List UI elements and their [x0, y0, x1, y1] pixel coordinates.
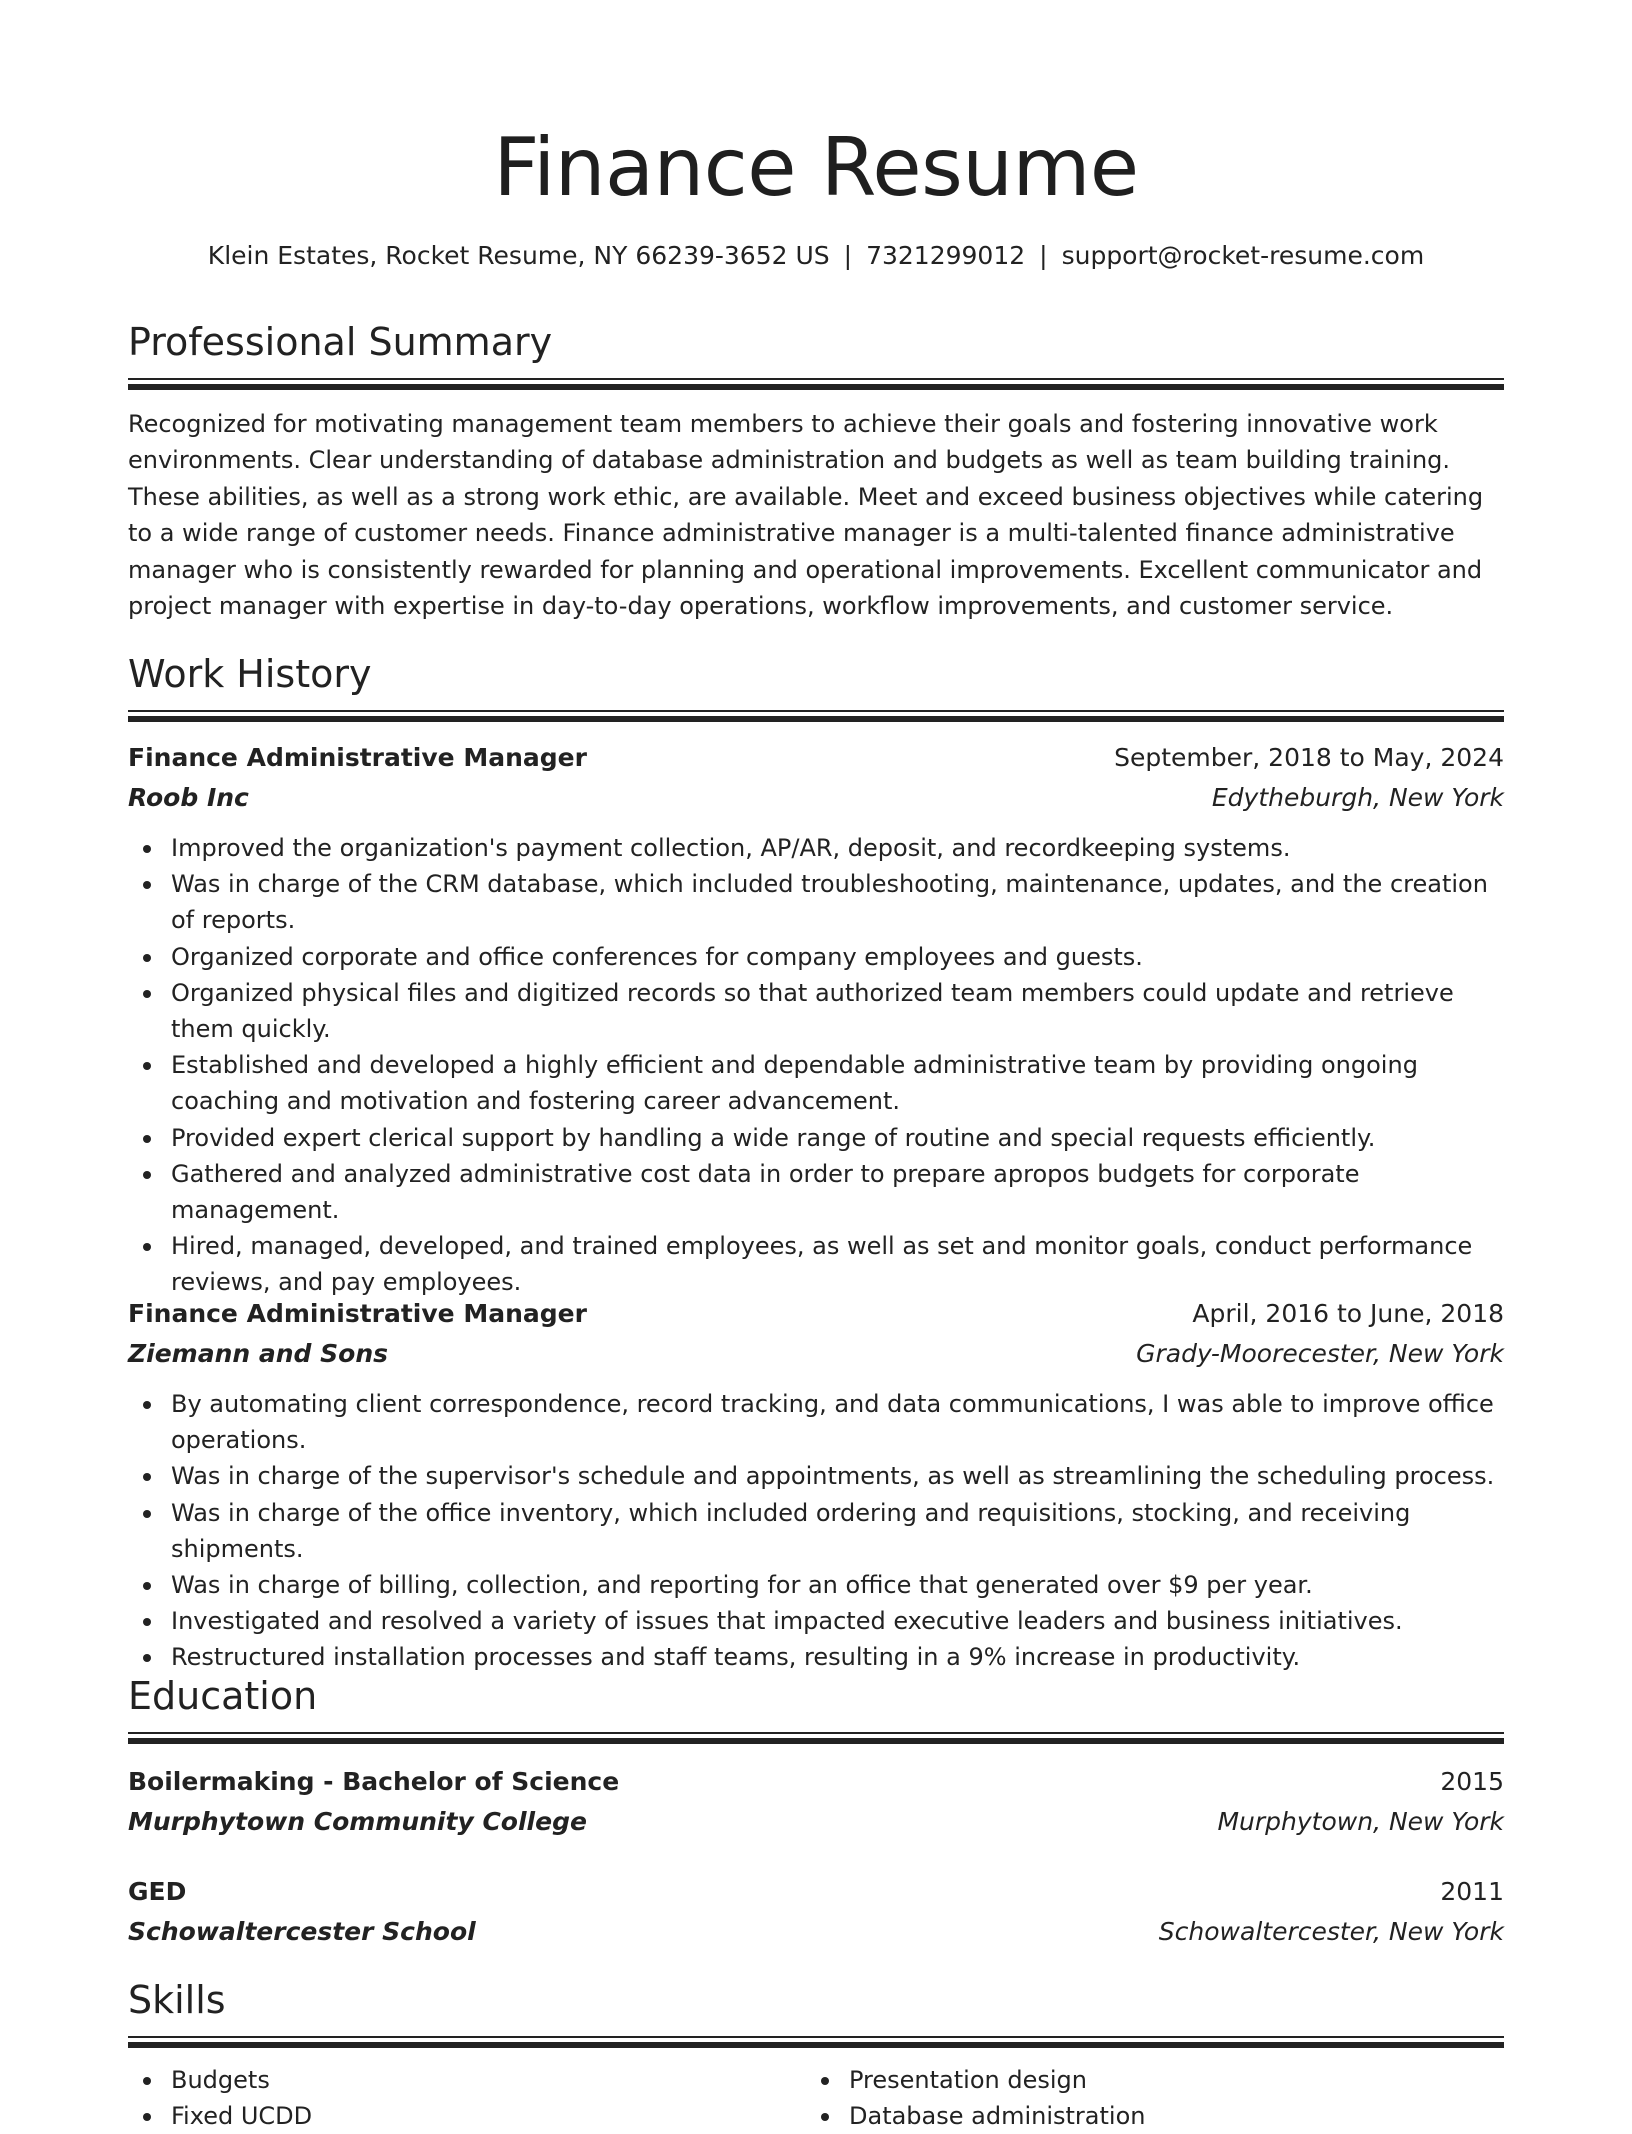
list-item: Presentation design — [806, 2062, 1456, 2098]
summary-text: Recognized for motivating management team members to achieve their goals and fostering innovative work environments. Clear understanding of database administration and budgets as well as team building training. These abilities, as well as a strong work ethic, are available. Meet and exceed business objectives while catering to a wide range of customer needs. Finance administrative manager is a multi-talented finance administrative manager who is consistently rewarded for planning and operational improvements. Excellent communicator and project manager with expertise in day-to-day operations, workflow improvements, and customer service. — [128, 410, 1484, 621]
list-item: Provided expert clerical support by handling a wide range of routine and special requests efficiently. — [128, 1120, 1504, 1156]
job-location: Grady-Moorecester, New York — [1136, 1339, 1504, 1368]
list-item: Was in charge of the office inventory, which included ordering and requisitions, stocking, and receiving shipments. — [128, 1495, 1504, 1567]
education-school: Murphytown Community College — [128, 1807, 587, 1836]
education-entry — [128, 1872, 1504, 1952]
list-item: Was in charge of the CRM database, which included troubleshooting, maintenance, updates, and the creation of reports. — [128, 866, 1504, 938]
job-title: Finance Administrative Manager — [128, 743, 587, 772]
contact-separator: | — [1039, 241, 1048, 270]
education-location: Schowaltercester, New York — [1158, 1917, 1504, 1946]
contact-address: Klein Estates, Rocket Resume, NY 66239-3652 US — [207, 241, 830, 270]
list-item: Was in charge of the supervisor's schedule and appointments, as well as streamlining the scheduling process. — [128, 1458, 1504, 1494]
section-heading-summary: Professional Summary — [128, 320, 553, 364]
section-divider — [128, 378, 1504, 390]
contact-phone: 7321299012 — [866, 241, 1026, 270]
skills-column-left — [128, 2062, 778, 2134]
education-degree: Boilermaking - Bachelor of Science — [128, 1767, 620, 1796]
list-item: Budgets — [128, 2062, 778, 2098]
job-entry — [128, 1294, 1504, 1676]
education-location: Murphytown, New York — [1217, 1807, 1504, 1836]
skills-column-right — [806, 2062, 1456, 2134]
education-entry — [128, 1762, 1504, 1842]
list-item: Investigated and resolved a variety of issues that impacted executive leaders and business initiatives. — [128, 1603, 1504, 1639]
education-school: Schowaltercester School — [128, 1917, 476, 1946]
section-heading-work-history: Work History — [128, 652, 372, 696]
job-entry — [128, 738, 1504, 1301]
job-bullet-list — [128, 1386, 1504, 1676]
job-title: Finance Administrative Manager — [128, 1299, 587, 1328]
list-item: Restructured installation processes and staff teams, resulting in a 9% increase in productivity. — [128, 1639, 1504, 1675]
contact-separator: | — [843, 241, 853, 270]
section-divider — [128, 1732, 1504, 1744]
list-item: Hired, managed, developed, and trained employees, as well as set and monitor goals, conduct performance reviews, and pay employees. — [128, 1228, 1504, 1300]
section-divider — [128, 2036, 1504, 2048]
job-company: Roob Inc — [128, 783, 249, 812]
list-item: Gathered and analyzed administrative cost data in order to prepare apropos budgets for corporate management. — [128, 1156, 1504, 1228]
resume-title: Finance Resume — [493, 121, 1139, 214]
list-item: Database administration — [806, 2098, 1456, 2134]
education-degree: GED — [128, 1877, 187, 1906]
contact-line — [128, 238, 1504, 274]
list-item: Improved the organization's payment collection, AP/AR, deposit, and recordkeeping systems. — [128, 830, 1504, 866]
list-item: Fixed UCDD — [128, 2098, 778, 2134]
list-item: By automating client correspondence, record tracking, and data communications, I was able to improve office operations. — [128, 1386, 1504, 1458]
job-dates: September, 2018 to May, 2024 — [1114, 743, 1504, 772]
education-year: 2011 — [1440, 1877, 1504, 1906]
job-company: Ziemann and Sons — [128, 1339, 388, 1368]
job-bullet-list — [128, 830, 1504, 1301]
list-item: Organized corporate and office conferences for company employees and guests. — [128, 939, 1504, 975]
section-divider — [128, 710, 1504, 722]
list-item: Was in charge of billing, collection, and reporting for an office that generated over $9 per year. — [128, 1567, 1504, 1603]
list-item: Established and developed a highly efficient and dependable administrative team by providing ongoing coaching and motivation and fostering career advancement. — [128, 1047, 1504, 1119]
section-heading-skills: Skills — [128, 1978, 226, 2022]
education-year: 2015 — [1440, 1767, 1504, 1796]
list-item: Organized physical files and digitized records so that authorized team members could update and retrieve them quickly. — [128, 975, 1504, 1047]
job-dates: April, 2016 to June, 2018 — [1192, 1299, 1504, 1328]
contact-email: support@rocket-resume.com — [1061, 241, 1425, 270]
section-heading-education: Education — [128, 1674, 318, 1718]
job-location: Edytheburgh, New York — [1211, 783, 1504, 812]
